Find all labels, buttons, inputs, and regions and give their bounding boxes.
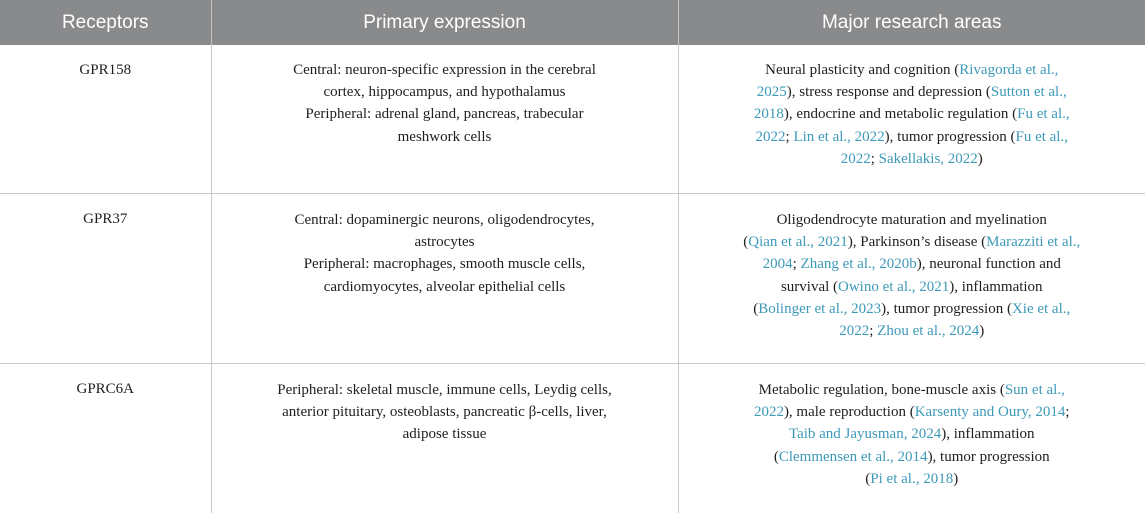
research-line: [707, 231, 1118, 253]
research-line: [707, 401, 1118, 423]
research-line: [707, 468, 1118, 490]
expression-cell: [211, 364, 678, 513]
research-text: ;: [869, 323, 877, 339]
citation-link[interactable]: 2018: [754, 106, 784, 122]
receptor-cell: GPRC6A: [0, 364, 211, 513]
research-line: [707, 253, 1118, 275]
research-line: [707, 320, 1118, 342]
expression-line: cardiomyocytes, alveolar epithelial cells: [257, 276, 633, 298]
expression-line: cortex, hippocampus, and hypothalamus: [257, 81, 633, 103]
research-line: [707, 423, 1118, 445]
research-text: ): [978, 151, 983, 167]
expression-line: Peripheral: adrenal gland, pancreas, trabecular: [257, 103, 633, 125]
research-line: [707, 126, 1118, 148]
research-text: ), tumor progression (: [881, 301, 1012, 317]
header-primary-expression: Primary expression: [211, 0, 678, 45]
research-line: [707, 103, 1118, 125]
table-header: [0, 0, 1145, 45]
receptor-cell: GPR158: [0, 45, 211, 194]
citation-link[interactable]: Karsenty and Oury, 2014: [915, 404, 1066, 420]
expression-line: meshwork cells: [257, 126, 633, 148]
header-row: [0, 0, 1145, 45]
expression-line: astrocytes: [257, 231, 633, 253]
citation-link[interactable]: Pi et al., 2018: [870, 471, 953, 487]
research-text: ): [953, 471, 958, 487]
expression-line: anterior pituitary, osteoblasts, pancreatic β-cells, liver,: [257, 401, 633, 423]
citation-link[interactable]: Bolinger et al., 2023: [758, 301, 881, 317]
citation-link[interactable]: 2025: [757, 84, 787, 100]
research-line: [707, 298, 1118, 320]
citation-link[interactable]: Sutton et al.,: [991, 84, 1067, 100]
citation-link[interactable]: Taib and Jayusman, 2024: [789, 426, 941, 442]
table-row: [0, 364, 1145, 513]
research-text: ;: [871, 151, 879, 167]
research-line: [707, 379, 1118, 401]
citation-link[interactable]: Xie et al.,: [1012, 301, 1070, 317]
citation-link[interactable]: 2022: [841, 151, 871, 167]
expression-cell: [211, 45, 678, 194]
citation-link[interactable]: Owino et al., 2021: [838, 279, 949, 295]
research-line: [707, 59, 1118, 81]
research-cell: [678, 45, 1145, 194]
research-text: survival (: [781, 279, 838, 295]
research-text: ), inflammation: [941, 426, 1034, 442]
header-receptors: Receptors: [0, 0, 211, 45]
research-text: Neural plasticity and cognition (: [765, 62, 959, 78]
citation-link[interactable]: 2022: [756, 129, 786, 145]
citation-link[interactable]: Rivagorda et al.,: [959, 62, 1058, 78]
table-row: [0, 45, 1145, 194]
research-text: ), neuronal function and: [917, 256, 1061, 272]
research-line: [707, 446, 1118, 468]
research-line: [707, 276, 1118, 298]
expression-line: adipose tissue: [257, 423, 633, 445]
research-text: ), stress response and depression (: [787, 84, 991, 100]
citation-link[interactable]: Marazziti et al.,: [986, 234, 1080, 250]
expression-line: Peripheral: skeletal muscle, immune cells, Leydig cells,: [257, 379, 633, 401]
citation-link[interactable]: Zhou et al., 2024: [877, 323, 979, 339]
research-text: (: [753, 301, 758, 317]
citation-link[interactable]: Fu et al.,: [1017, 106, 1070, 122]
expression-line: Central: neuron-specific expression in the cerebral: [257, 59, 633, 81]
citation-link[interactable]: Zhang et al., 2020b: [801, 256, 917, 272]
header-major-research-areas: Major research areas: [678, 0, 1145, 45]
research-text: ;: [793, 256, 801, 272]
research-text: ), endocrine and metabolic regulation (: [784, 106, 1017, 122]
citation-link[interactable]: Sun et al.,: [1005, 382, 1065, 398]
citation-link[interactable]: 2022: [754, 404, 784, 420]
research-text: ), inflammation: [949, 279, 1042, 295]
research-text: (: [865, 471, 870, 487]
expression-line: Central: dopaminergic neurons, oligodendrocytes,: [257, 209, 633, 231]
citation-link[interactable]: Lin et al., 2022: [793, 129, 884, 145]
citation-link[interactable]: 2004: [763, 256, 793, 272]
citation-link[interactable]: Clemmensen et al., 2014: [779, 449, 928, 465]
research-line: Oligodendrocyte maturation and myelination: [707, 209, 1118, 231]
research-cell: [678, 194, 1145, 364]
research-text: (: [774, 449, 779, 465]
expression-cell: [211, 194, 678, 364]
research-text: ), tumor progression: [928, 449, 1050, 465]
research-text: ), tumor progression (: [885, 129, 1016, 145]
research-text: ;: [1065, 404, 1069, 420]
research-text: ), male reproduction (: [784, 404, 915, 420]
citation-link[interactable]: Qian et al., 2021: [748, 234, 848, 250]
research-line: [707, 81, 1118, 103]
receptor-cell: GPR37: [0, 194, 211, 364]
research-cell: [678, 364, 1145, 513]
table-row: [0, 194, 1145, 364]
research-text: Metabolic regulation, bone-muscle axis (: [759, 382, 1005, 398]
research-line: [707, 148, 1118, 170]
citation-link[interactable]: Fu et al.,: [1015, 129, 1068, 145]
expression-line: Peripheral: macrophages, smooth muscle cells,: [257, 253, 633, 275]
research-text: ;: [786, 129, 794, 145]
citation-link[interactable]: 2022: [839, 323, 869, 339]
research-text: ): [979, 323, 984, 339]
citation-link[interactable]: Sakellakis, 2022: [879, 151, 978, 167]
research-text: (: [743, 234, 748, 250]
research-text: ), Parkinson’s disease (: [848, 234, 986, 250]
